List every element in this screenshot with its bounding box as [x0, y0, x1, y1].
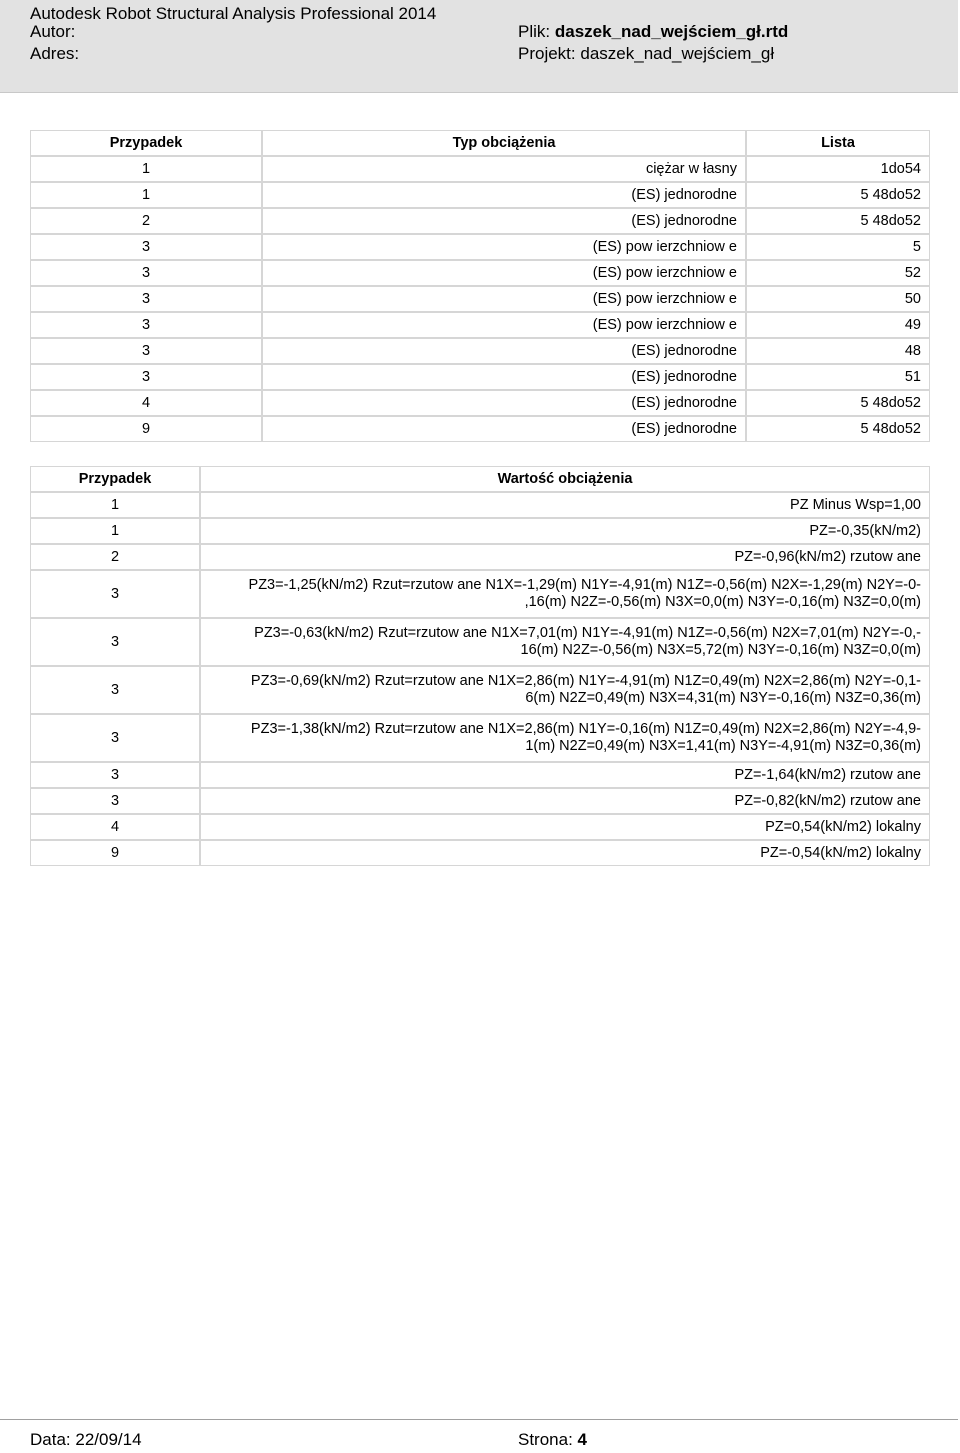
- load-value-cell: [200, 544, 930, 570]
- list-cell: 5 48do52: [746, 182, 930, 208]
- table-row: [30, 518, 930, 544]
- case-cell: 3: [30, 286, 262, 312]
- table-row: [30, 840, 930, 866]
- table-row: [30, 260, 930, 286]
- address-label: Adres:: [30, 44, 80, 63]
- case-cell: 3: [30, 762, 200, 788]
- case-cell: 3: [30, 618, 200, 666]
- table-row: [30, 182, 930, 208]
- load-type-cell: (ES) pow ierzchniow e: [262, 286, 746, 312]
- load-type-cell: (ES) pow ierzchniow e: [262, 260, 746, 286]
- load-value-line: PZ3=-1,25(kN/m2) Rzut=rzutow ane N1X=-1,29(m) N1Y=-4,91(m) N1Z=-0,56(m) N2X=-1,29(m) N2Y=-0-: [248, 577, 921, 593]
- list-cell: 5 48do52: [746, 390, 930, 416]
- page-info: [518, 1430, 587, 1450]
- file-info: [518, 22, 788, 42]
- column-header-list: Lista: [746, 130, 930, 156]
- table-row: [30, 416, 930, 442]
- project-name: daszek_nad_wejściem_gł: [580, 44, 775, 63]
- load-value-cell: [200, 762, 930, 788]
- load-value-cell: [200, 618, 930, 666]
- file-label: Plik:: [518, 22, 551, 41]
- load-type-cell: (ES) jednorodne: [262, 182, 746, 208]
- load-value-line: ,16(m) N2Z=-0,56(m) N3X=0,0(m) N3Y=-0,16(m) N3Z=0,0(m): [524, 594, 921, 610]
- load-value-line: PZ=-1,64(kN/m2) rzutow ane: [734, 766, 921, 783]
- case-cell: 1: [30, 156, 262, 182]
- table-row: [30, 364, 930, 390]
- load-value-cell: [200, 518, 930, 544]
- table-row: [30, 492, 930, 518]
- case-cell: 3: [30, 714, 200, 762]
- load-type-cell: (ES) jednorodne: [262, 338, 746, 364]
- load-value-line: PZ=-0,54(kN/m2) lokalny: [760, 844, 921, 861]
- case-cell: 3: [30, 234, 262, 260]
- load-value-line: PZ Minus Wsp=1,00: [790, 496, 921, 513]
- column-header-case: Przypadek: [30, 466, 200, 492]
- table-row: [30, 286, 930, 312]
- load-type-cell: (ES) jednorodne: [262, 208, 746, 234]
- load-value-line: PZ3=-0,63(kN/m2) Rzut=rzutow ane N1X=7,01(m) N1Y=-4,91(m) N1Z=-0,56(m) N2X=7,01(m) N2Y=-0,-: [254, 625, 921, 641]
- case-cell: 3: [30, 338, 262, 364]
- case-cell: 9: [30, 840, 200, 866]
- list-cell: 5 48do52: [746, 208, 930, 234]
- list-cell: 50: [746, 286, 930, 312]
- load-value-cell: [200, 666, 930, 714]
- load-value-cell: [200, 788, 930, 814]
- list-cell: 51: [746, 364, 930, 390]
- table-row: [30, 570, 930, 618]
- load-value-cell: [200, 814, 930, 840]
- table-row: [30, 714, 930, 762]
- load-value-cell: [200, 714, 930, 762]
- table-row: [30, 788, 930, 814]
- report-header: [0, 0, 958, 93]
- case-cell: 9: [30, 416, 262, 442]
- case-cell: 3: [30, 666, 200, 714]
- load-type-cell: (ES) jednorodne: [262, 364, 746, 390]
- load-types-table: [30, 130, 930, 442]
- author-label: Autor:: [30, 22, 76, 41]
- load-value-cell: [200, 840, 930, 866]
- case-cell: 1: [30, 492, 200, 518]
- table-row: [30, 312, 930, 338]
- list-cell: 5 48do52: [746, 416, 930, 442]
- case-cell: 1: [30, 518, 200, 544]
- load-value-line: 6(m) N2Z=0,49(m) N3X=4,31(m) N3Y=-0,16(m) N3Z=0,36(m): [525, 690, 921, 706]
- page-number: 4: [577, 1430, 588, 1449]
- table-row: [30, 208, 930, 234]
- load-value-line: PZ=-0,82(kN/m2) rzutow ane: [734, 792, 921, 809]
- load-type-cell: (ES) pow ierzchniow e: [262, 234, 746, 260]
- case-cell: 3: [30, 364, 262, 390]
- table-row: [30, 156, 930, 182]
- load-types-body: [30, 156, 930, 442]
- load-value-line: 1(m) N2Z=0,49(m) N3X=1,41(m) N3Y=-4,91(m) N3Z=0,36(m): [525, 738, 921, 754]
- case-cell: 3: [30, 312, 262, 338]
- app-title: Autodesk Robot Structural Analysis Professional 2014: [30, 4, 437, 23]
- report-footer: [0, 1419, 958, 1453]
- table-row: [30, 234, 930, 260]
- case-cell: 2: [30, 544, 200, 570]
- date-label: Data:: [30, 1430, 71, 1449]
- load-type-cell: ciężar w łasny: [262, 156, 746, 182]
- load-values-table: [30, 466, 930, 866]
- case-cell: 4: [30, 814, 200, 840]
- column-header-load-type: Typ obciążenia: [262, 130, 746, 156]
- case-cell: 1: [30, 182, 262, 208]
- case-cell: 4: [30, 390, 262, 416]
- load-value-cell: [200, 570, 930, 618]
- load-value-cell: [200, 492, 930, 518]
- page-label: Strona:: [518, 1430, 573, 1449]
- table-row: [30, 762, 930, 788]
- list-cell: 52: [746, 260, 930, 286]
- list-cell: 5: [746, 234, 930, 260]
- column-header-load-value: Wartość obciążenia: [200, 466, 930, 492]
- list-cell: 1do54: [746, 156, 930, 182]
- list-cell: 48: [746, 338, 930, 364]
- case-cell: 3: [30, 260, 262, 286]
- date-value: 22/09/14: [75, 1430, 142, 1449]
- load-values-body: [30, 492, 930, 866]
- load-value-line: PZ=0,54(kN/m2) lokalny: [765, 818, 921, 835]
- load-value-line: 16(m) N2Z=-0,56(m) N3X=5,72(m) N3Y=-0,16(m) N3Z=0,0(m): [520, 642, 921, 658]
- column-header-case: Przypadek: [30, 130, 262, 156]
- case-cell: 2: [30, 208, 262, 234]
- load-type-cell: (ES) jednorodne: [262, 390, 746, 416]
- table-row: [30, 544, 930, 570]
- project-label: Projekt:: [518, 44, 576, 63]
- table-header-row: [30, 466, 930, 492]
- case-cell: 3: [30, 788, 200, 814]
- list-cell: 49: [746, 312, 930, 338]
- date-info: [30, 1430, 142, 1450]
- load-type-cell: (ES) pow ierzchniow e: [262, 312, 746, 338]
- load-value-line: PZ=-0,96(kN/m2) rzutow ane: [734, 548, 921, 565]
- file-name: daszek_nad_wejściem_gł.rtd: [554, 22, 789, 41]
- load-value-line: PZ=-0,35(kN/m2): [809, 522, 921, 539]
- load-value-line: PZ3=-0,69(kN/m2) Rzut=rzutow ane N1X=2,86(m) N1Y=-4,91(m) N1Z=0,49(m) N2X=2,86(m) N2Y=-0,1-: [250, 673, 921, 689]
- table-row: [30, 390, 930, 416]
- table-row: [30, 814, 930, 840]
- project-info: [518, 44, 774, 64]
- table-row: [30, 618, 930, 666]
- load-value-line: PZ3=-1,38(kN/m2) Rzut=rzutow ane N1X=2,86(m) N1Y=-0,16(m) N1Z=0,49(m) N2X=2,86(m) N2Y=-4,9-: [250, 721, 921, 737]
- table-row: [30, 666, 930, 714]
- table-row: [30, 338, 930, 364]
- table-header-row: [30, 130, 930, 156]
- case-cell: 3: [30, 570, 200, 618]
- load-type-cell: (ES) jednorodne: [262, 416, 746, 442]
